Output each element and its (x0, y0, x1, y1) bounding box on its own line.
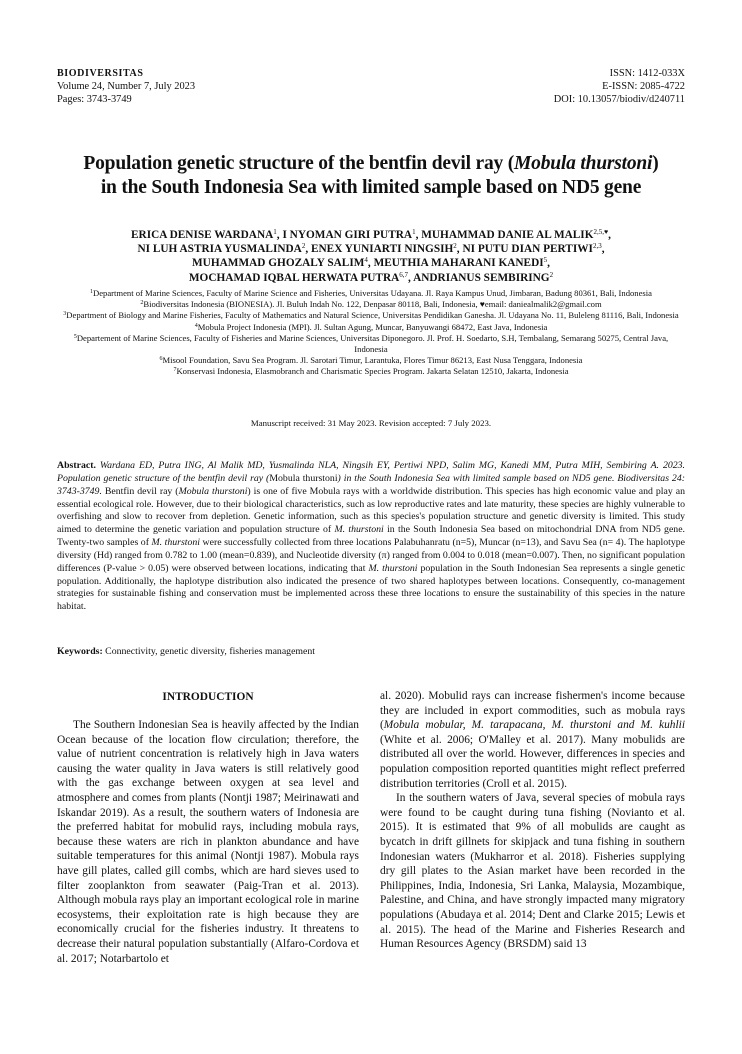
affiliation: $^3$Department of Biology and Marine Fisheries, Faculty of Mathematics and Natural Science, Universitas Pendidikan Ganesha. Jl. Udayana No. 11, Buleleng 81116, Bali, Indonesia (63, 310, 679, 321)
abstract-text: were successfully collected from three locations Palabuhanratu (n=5), Muncar (n=13), and Savu Sea (n= 4). The haplotype diversity (Hd) ranged from 0.782 to 1.00 (mean=0.839), and Nucleotide diversity (π) ranged from 0.004 to 0.018 (mean=0.007). Then, no significant population differences (P-value > 0.05) were observed between locations, indicating that (57, 537, 685, 574)
affiliation: $^4$Mobula Project Indonesia (MPI). Jl. Sultan Agung, Muncar, Banyuwangi 68472, East Java, Indonesia (194, 321, 548, 332)
species-name: Mobula thurstoni (178, 485, 248, 497)
abstract-citation-end: ) in the South Indonesia Sea with limited sample based on ND5 gene. Biodiversitas 24: 3743-3749. (57, 472, 685, 497)
author-list (60, 228, 682, 285)
abstract (57, 460, 685, 614)
journal-volume: Volume 24, Number 7, July 2023 (57, 81, 196, 92)
paper-title (50, 152, 692, 200)
affiliation: $^6$Misool Foundation, Savu Sea Program. Jl. Sarotari Timur, Larantuka, Flores Timur 86213, East Nusa Tenggara, Indonesia (159, 355, 583, 366)
body-column-left (57, 690, 359, 966)
eissn: E-ISSN: 2085-4722 (602, 81, 685, 92)
journal-header-right (554, 67, 685, 106)
title-text-close: ) (652, 153, 659, 174)
manuscript-dates: Manuscript received: 31 May 2023. Revision accepted: 7 July 2023. (250, 418, 492, 428)
title-line-2: in the South Indonesia Sea with limited sample based on ND5 gene (100, 177, 642, 198)
author: MUHAMMAD DANIE AL $MALIK^{2,5,♥}$, (421, 228, 611, 241)
affiliations (57, 288, 685, 378)
issn: ISSN: 1412-033X (609, 68, 685, 79)
abstract-citation-species: Mobula thurstoni (269, 472, 338, 484)
affiliation: $^1$Department of Marine Sciences, Faculty of Marine Science and Fisheries, Universitas Udayana. Jl. Raya Kampus Unud, Jimbaran, Badung 80361, Bali, Indonesia (90, 288, 652, 298)
keywords (57, 646, 685, 657)
abstract-text: in the South Indonesia Sea based on mitochondrial DNA from ND5 gene. Twenty-two samples of (57, 524, 685, 549)
author: MEUTHIA MAHARANI KANEDI$^5$, (373, 256, 550, 270)
affiliation: $^5$Departement of Marine Sciences, Faculty of Fisheries and Marine Sciences, Universitas Diponegoro. Jl. Prof. H. Soedarto, S.H, Tembalang, Semarang 50275, Central Java, Indonesia (73, 332, 669, 355)
species-names: Mobula mobular, M. tarapacana, M. thurstoni and M. kuhlii (383, 719, 685, 732)
author: ANDRIANUS SEMBIRING$^2$ (413, 270, 554, 284)
species-name: M. thurstoni (151, 537, 200, 549)
journal-name: BIODIVERSITAS (57, 68, 144, 79)
affiliation: $^2$Biodiversitas Indonesia (BIONESIA). Jl. Buluh Indah No. 122, Denpasar 80118, Bali, Indonesia, ♥email: daniealmalik2@gmail.com (140, 299, 602, 310)
author: I NYOMAN GIRI PUTRA$^1$, (282, 228, 422, 241)
species-name: M. thurstoni (368, 562, 418, 574)
abstract-text: Bentfin devil ray ( (101, 485, 179, 497)
abstract-text: ) is one of five Mobula rays with a worldwide distribution. This species has high economic value and play an essential ecological role. However, due to their biological characteristics, such as low reproductive rates and late maturity, these species are highly vulnerable to overfishing and slow to recover from depletion. Genetic information, such as this species's population structure and genetic diversity is limited. This study aimed to determine the genetic variation and population structure of (57, 485, 686, 536)
author: NI LUH ASTRIA YUSMALINDA$^2$, (137, 242, 311, 256)
journal-pages: Pages: 3743-3749 (57, 94, 132, 105)
body-column-right (380, 689, 685, 952)
section-heading-introduction: INTRODUCTION (162, 691, 254, 703)
species-name: M. thurstoni (334, 524, 384, 536)
title-species: Mobula thurstoni (514, 153, 653, 174)
author: ENEX YUNIARTI NINGSIH$^2$, (310, 242, 463, 256)
doi: DOI: 10.13057/biodiv/d240711 (553, 94, 685, 105)
author: NI PUTU DIAN PERTIWI$^{2,3}$, (462, 242, 605, 256)
body-paragraph: The Southern Indonesian Sea is heavily affected by the Indian Ocean because of the location flow circulation; therefore, the value of nutrient concentration is relatively high in Java waters causing the water quality in Java waters is still relatively good with the gas exchange between oxygen at sea level and atmosphere and comes from plants (Nontji 1987; Meirinawati and Iskandar 2019). As a result, the southern waters of Indonesia are the preferred habitat for mobulid rays, including mobula rays, because these waters are rich in plankton abundance and have suitable temperatures for this animal (Nontji 1987). Mobula rays have gill plates, called gill combs, which are hard sieves used to filter zooplankton from seawater (Paig-Tran et al. 2013). Although mobula rays play an important ecological role in marine ecosystems, their exploitation rate is high because they are economically crucial for the fisheries industry. It threatens to decrease their natural population substantially (Alfaro-Cordova et al. 2017; Notarbartolo et (57, 719, 359, 965)
body-paragraph: al. 2020). Mobulid rays can increase fishermen's income because they are included in export commodities, such as mobula rays (Mobula mobular, M. tarapacana, M. thurstoni and M. kuhlii (White et al. 2006; O'Malley et al. 2017). Many mobulids are distributed all over the world. However, differences in species and population composition reported quantities might reflect preferred distribution territories (Croll et al. 2015). (380, 690, 685, 790)
keywords-text: Connectivity, genetic diversity, fisheries management (102, 646, 316, 657)
affiliation: $^7$Konservasi Indonesia, Elasmobranch and Charismatic Species Program. Jakarta Selatan 12510, Jakarta, Indonesia (173, 366, 569, 377)
abstract-text: population in the South Indonesian Sea represents a single genetic population. Additionally, the haplotype distribution also indicated the presence of two shared haplotypes between locations. Consequently, co-management strategies for sustainable fishing and conservation must be implemented across these three locations to ensure the sustainability of this species in the nature habitat. (57, 562, 685, 613)
title-text: Population genetic structure of the bentfin devil ray ( (83, 153, 515, 174)
author: MUHAMMAD GHOZALY SALIM$^4$, (192, 256, 374, 270)
author: ERICA DENISE WARDANA$^1$, (131, 228, 283, 241)
journal-header-left (57, 67, 195, 106)
body-paragraph: In the southern waters of Java, several species of mobula rays were found to be caught during tuna fishing (Novianto et al. 2015). It is estimated that 9% of all mobulids are caught as bycatch in drift gillnets for skipjack and tuna fishing in southern Indonesian waters (Mukharror et al. 2018). Fisheries supplying dry gill plates to the Asian market have been recorded in the Philippines, India, Indonesia, Sri Lanka, Malaysia, Mozambique, Palestine, and China, and have strongly impacted many migratory populations (Abudaya et al. 2014; Dent and Clarke 2015; Lewis et al. 2015). The head of the Marine and Fisheries Research and Human Resources Agency (BRSDM) said 13 (380, 792, 685, 951)
abstract-citation: Wardana ED, Putra ING, Al Malik MD, Yusmalinda NLA, Ningsih EY, Pertiwi NPD, Salim MG, Kanedi MM, Putra MIH, Sembiring A. 2023. Population genetic structure of the bentfin devil ray ( (57, 460, 685, 484)
keywords-label: Keywords: (57, 646, 103, 657)
author: MOCHAMAD IQBAL HERWATA PUTRA$^{6,7}$, (188, 270, 414, 284)
abstract-label: Abstract. (57, 460, 96, 471)
